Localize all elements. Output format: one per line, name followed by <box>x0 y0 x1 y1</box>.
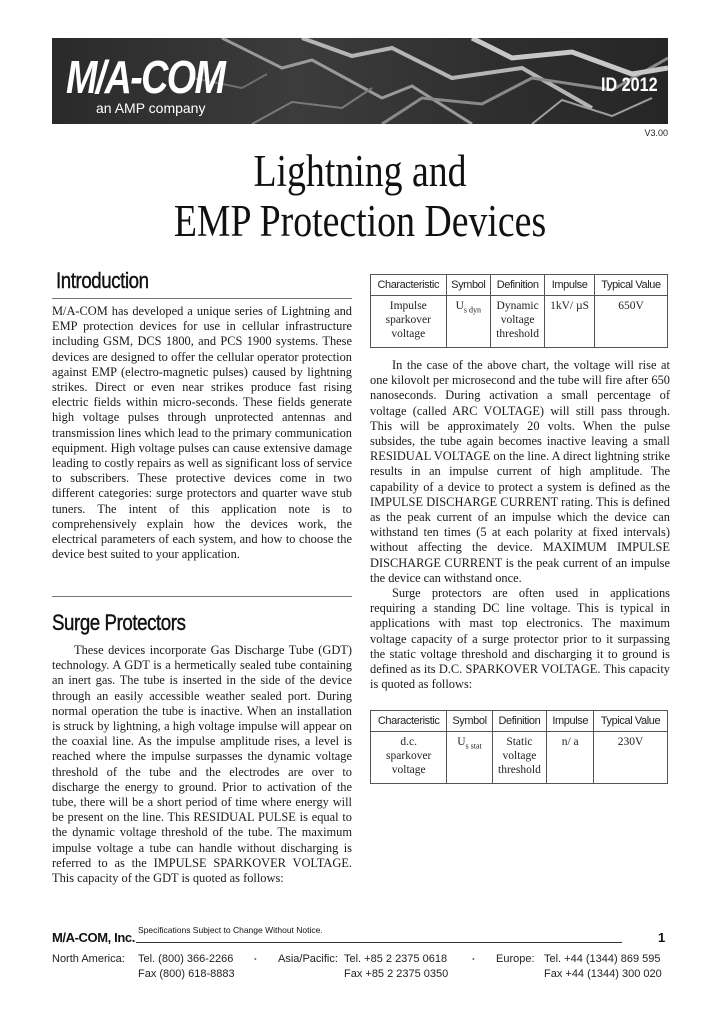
footer-disclaimer: Specifications Subject to Change Without Notice. <box>138 925 323 935</box>
footer-rule <box>136 942 622 943</box>
europe-tel: Tel. +44 (1344) 869 595 <box>544 953 661 965</box>
europe-fax: Fax +44 (1344) 300 020 <box>544 968 662 980</box>
col-definition: Definition <box>492 711 547 732</box>
surge-rule <box>52 596 352 597</box>
cell-definition: Static voltage threshold <box>492 732 547 784</box>
col-symbol: Symbol <box>446 275 491 296</box>
header-banner <box>52 38 668 124</box>
col-typical-value: Typical Value <box>594 711 668 732</box>
col-characteristic: Characteristic <box>371 711 447 732</box>
document-id: ID 2012 <box>601 75 658 96</box>
col-definition: Definition <box>491 275 545 296</box>
cell-definition: Dynamic voltage threshold <box>491 296 545 348</box>
north-america-tel: Tel. (800) 366-2266 <box>138 953 234 965</box>
arc-voltage-paragraph: In the case of the above chart, the voltage will rise at one kilovolt per microsecond and the tube will fire after 650 nanoseconds. During activation a small percentage of voltage (called ARC VOLTAGE) will still pass through. This will be approximately 20 volts. When the pulse subsides, the tube again becomes inactive leaving a small RESIDUAL VOLTAGE on the line. A direct lightning strike results in an impulse current of high amplitude. The capability of a device to protect a system is defined as the IMPULSE DISCHARGE CURRENT rating. This is defined as the peak current of an impulse which the device can withstand ten times (5 at each polarity at fixed intervals) without affecting the device. MAXIMUM IMPULSE DISCHARGE CURRENT is the peak current of an impulse the device can withstand once. <box>370 358 670 585</box>
introduction-heading: Introduction <box>56 268 149 293</box>
asia-pacific-label: Asia/Pacific: <box>278 953 338 965</box>
logo-tagline: an AMP company <box>96 100 206 116</box>
cell-impulse: 1kV/ µS <box>545 296 595 348</box>
north-america-label: North America: <box>52 953 125 965</box>
north-america-fax: Fax (800) 618-8883 <box>138 968 235 980</box>
col-symbol: Symbol <box>447 711 492 732</box>
cell-characteristic: Impulse sparkover voltage <box>371 296 447 348</box>
cell-symbol: $U_{s stat}$ <box>447 732 492 784</box>
macom-logo: M/A-COM <box>66 51 225 103</box>
europe-label: Europe: <box>496 953 535 965</box>
cell-symbol: $U_{s dyn}$ <box>446 296 491 348</box>
dc-sparkover-paragraph: Surge protectors are often used in applications requiring a standing DC line voltage. This is typical in applications with mast top electronics. The maximum voltage capacity of a surge protector prior to it surpassing the static voltage threshold and discharging it to ground is defined as its D.C. SPARKOVER VOLTAGE. This capacity is quoted as follows: <box>370 586 670 692</box>
col-typical-value: Typical Value <box>594 275 667 296</box>
cell-typical-value: 650V <box>594 296 667 348</box>
introduction-rule <box>52 298 352 299</box>
table-header-row <box>371 275 668 296</box>
title-line-2: EMP Protection Devices <box>173 196 547 246</box>
cell-typical-value: 230V <box>594 732 668 784</box>
page-title <box>0 146 720 246</box>
separator-dot: • <box>472 955 475 964</box>
table-row <box>371 732 668 784</box>
col-impulse: Impulse <box>545 275 595 296</box>
table-header-row <box>371 711 668 732</box>
table-row <box>371 296 668 348</box>
impulse-spec-table <box>370 274 668 348</box>
title-line-1: Lightning and <box>253 146 467 196</box>
col-characteristic: Characteristic <box>371 275 447 296</box>
asia-pacific-tel: Tel. +85 2 2375 0618 <box>344 953 448 965</box>
surge-paragraph: These devices incorporate Gas Discharge Tube (GDT) technology. A GDT is a hermetically sealed tube containing an inert gas. The tube is inserted in the side of the device through an easily accessible weather sealed port. During normal operation the tube is inactive. When an installation is struck by lightning, a high voltage impulse will appear on the coaxial line. As the impulse amplitude rises, a level is reached where the impulse surpasses the dynamic voltage threshold of the tube and the electrodes are over to discharge the energy to ground. Prior to activation of the tube, there will be a short period of time where energy will be present on the line. This RESIDUAL PULSE is equal to the dynamic voltage threshold of the tube. The maximum impulse voltage a tube can handle without discharging is referred to as the IMPULSE SPARKOVER VOLTAGE. This capacity of the GDT is quoted as follows: <box>52 643 352 886</box>
cell-impulse: n/ a <box>547 732 594 784</box>
footer-company: M/A-COM, Inc. <box>52 930 135 945</box>
separator-dot: • <box>254 955 257 964</box>
version-label: V3.00 <box>644 128 668 138</box>
surge-protectors-heading: Surge Protectors <box>52 610 186 635</box>
asia-pacific-fax: Fax +85 2 2375 0350 <box>344 968 449 980</box>
introduction-paragraph: M/A-COM has developed a unique series of Lightning and EMP protection devices for use in cellular infrastructure including GSM, DCS 1800, and PCS 1900 systems. These devices are designed to offer the cellular operator protection against EMP (electro-magnetic pulses) caused by lightning strikes. Direct or even near strikes produce fast rising electric fields within micro-seconds. These fields generate high voltage pulses through unprotected antennas and transmission lines which lead to the primary communication equipment. High voltage pulses can cause extensive damage leading to costly repairs as well as significant loss of service to subscribers. These protective devices come in two different categories: surge protectors and quarter wave stub tuners. The intent of this application note is to comprehensively explain how the devices work, the electrical parameters of each system, and how to choose the device best suited to your application. <box>52 304 352 562</box>
dc-spec-table <box>370 710 668 784</box>
page-number: 1 <box>658 930 666 945</box>
cell-characteristic: d.c. sparkover voltage <box>371 732 447 784</box>
col-impulse: Impulse <box>547 711 594 732</box>
